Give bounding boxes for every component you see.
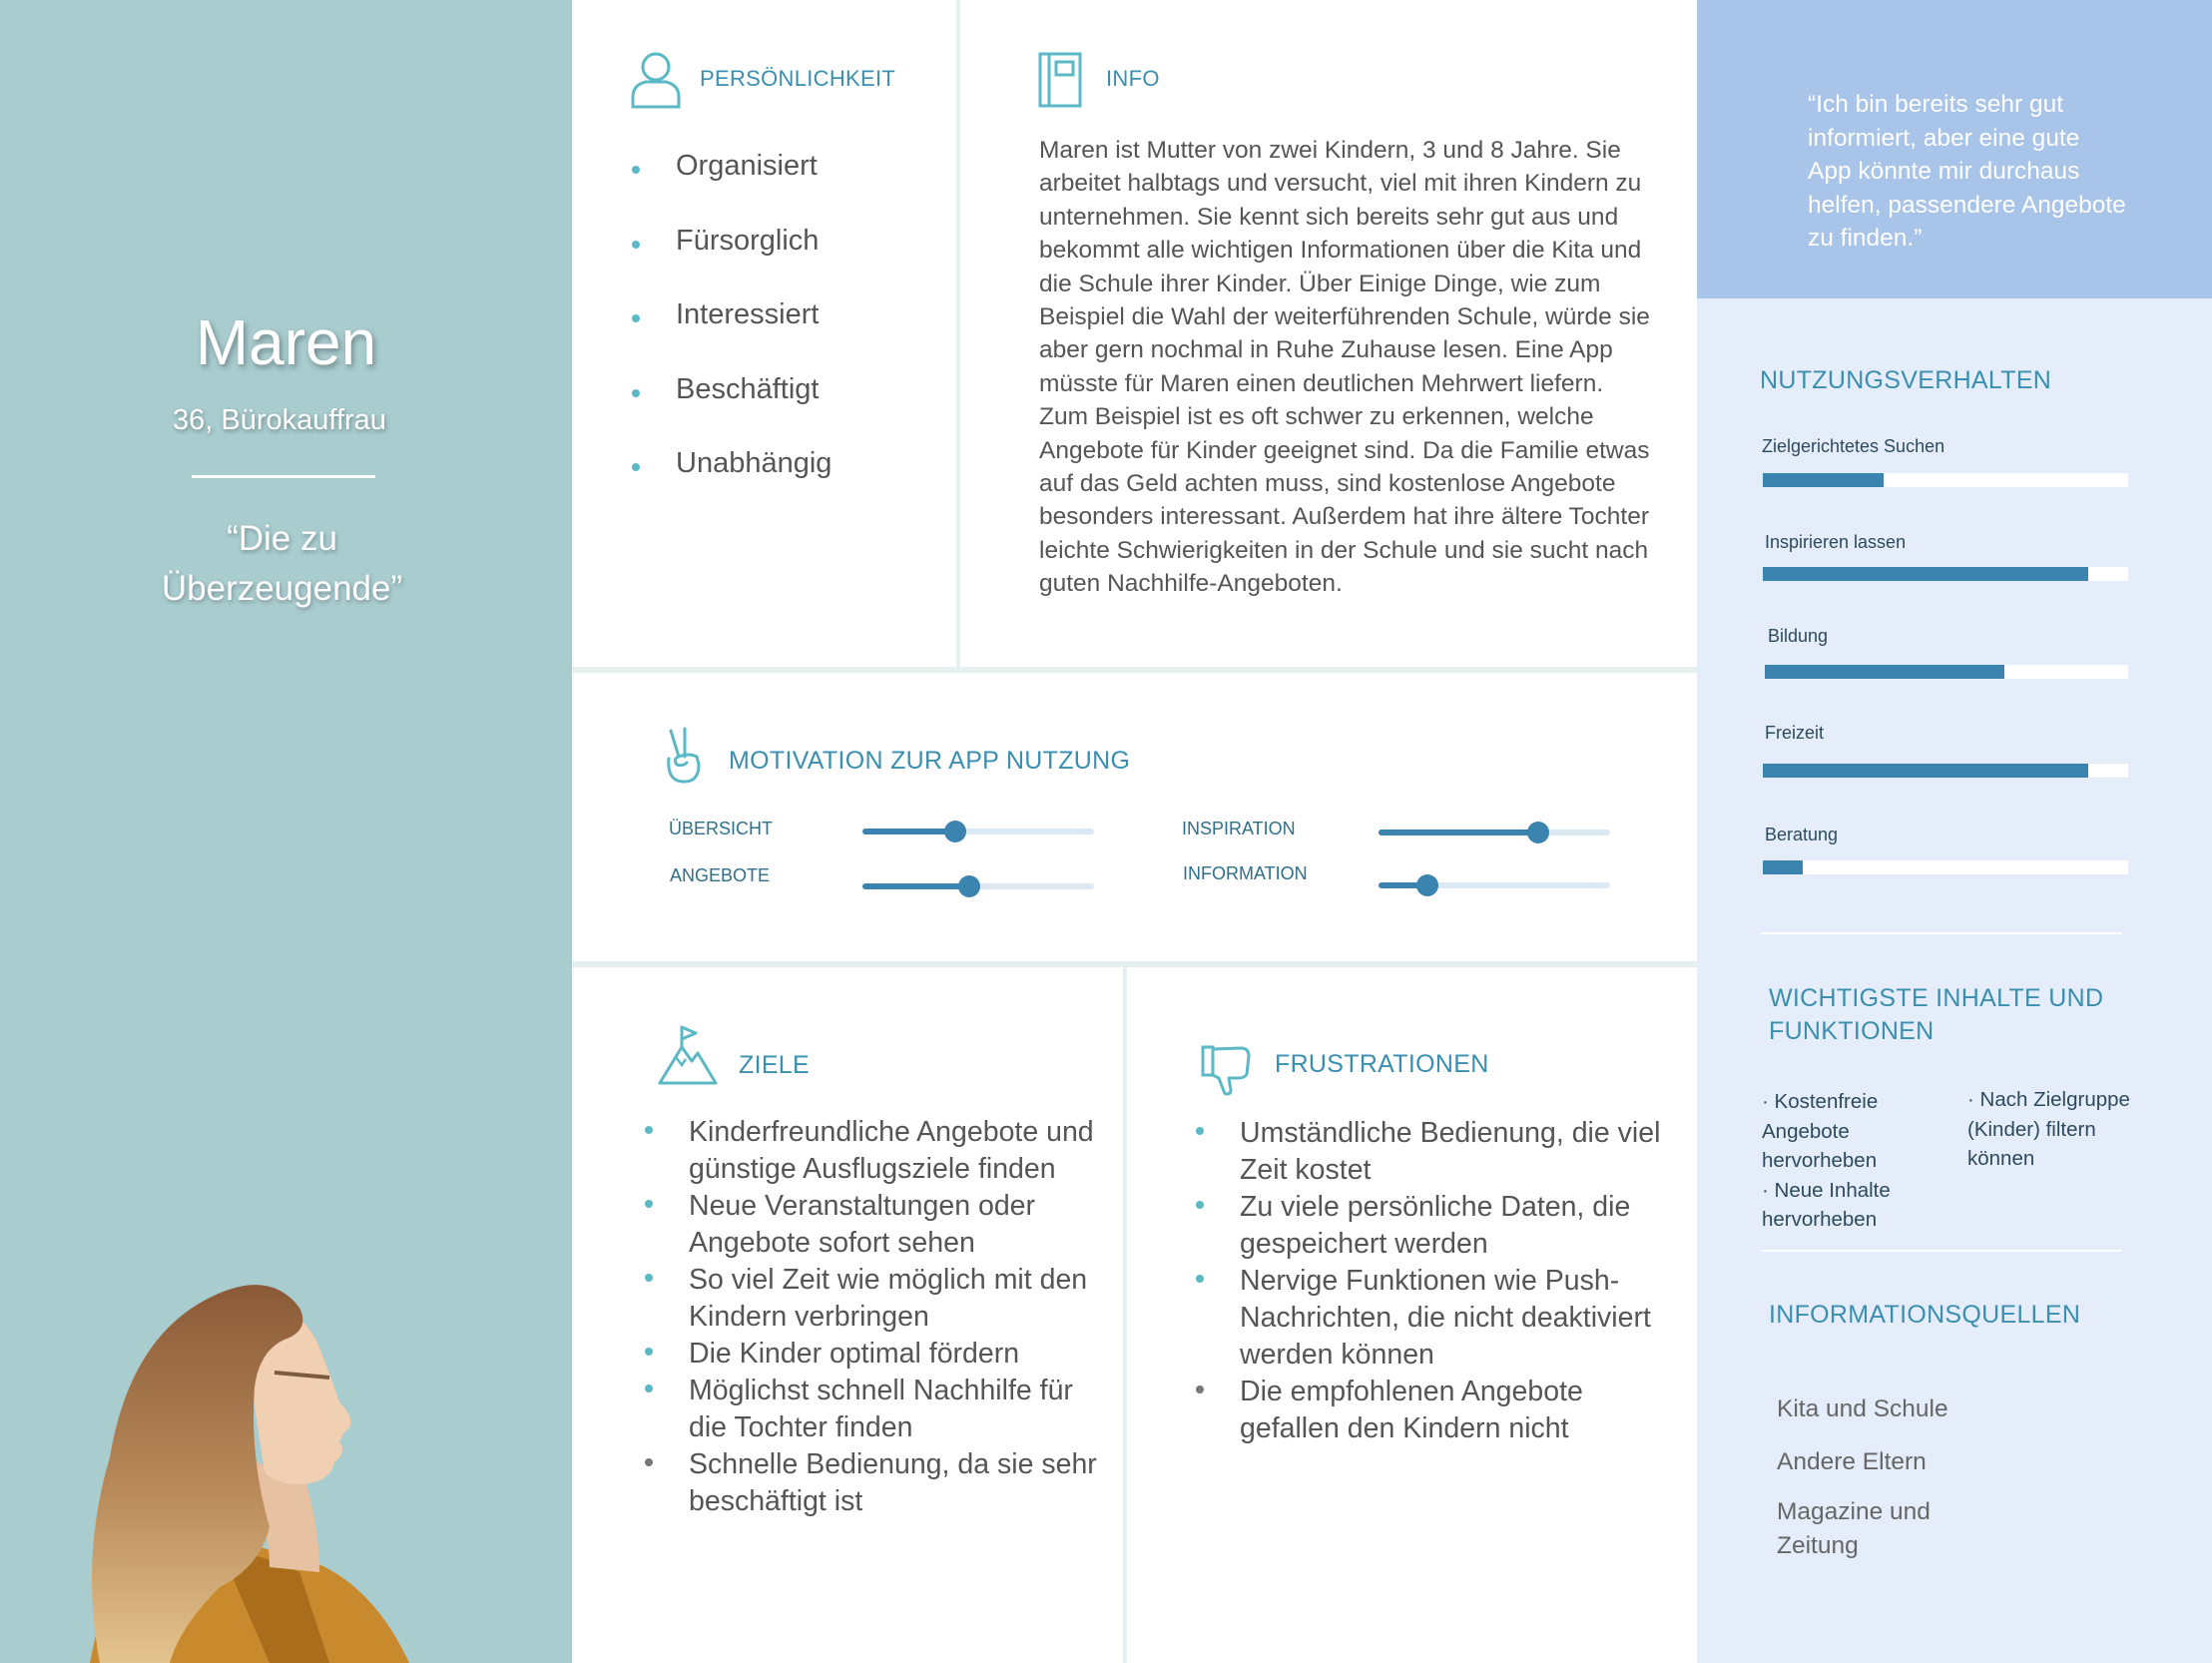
persona-portrait: [70, 1228, 489, 1663]
bar-fill: [1763, 473, 1884, 487]
slider-label-information: INFORMATION: [1183, 863, 1308, 883]
list-item: Organisiert: [632, 150, 831, 225]
usage-bar: [1763, 473, 2128, 487]
thumbs-down-icon: [1201, 1044, 1253, 1096]
divider: [1761, 1250, 2122, 1252]
persona-nickname: “Die zu Überzeugende”: [161, 519, 403, 608]
bar-label: Inspirieren lassen: [1765, 532, 1907, 552]
slider-angebote[interactable]: [862, 883, 1094, 889]
sources-title: INFORMATIONSQUELLEN: [1769, 1301, 2081, 1329]
usage-bar: [1765, 665, 2128, 679]
slider-fill: [862, 883, 969, 889]
list-item: Neue Veranstaltungen oder Angebote sofort sehen: [645, 1188, 1104, 1262]
features-title: WICHTIGSTE INHALTE UND FUNKTIONEN: [1769, 984, 2104, 1045]
usage-bar: [1763, 567, 2128, 581]
list-item: Umständliche Bedienung, die viel Zeit kostet: [1196, 1115, 1665, 1189]
info-title: INFO: [1106, 66, 1160, 91]
slider-fill: [1379, 830, 1538, 835]
features-col-2: · Nach Zielgruppe (Kinder) filtern können: [1967, 1088, 2130, 1170]
list-item: So viel Zeit wie möglich mit den Kindern verbringen: [645, 1262, 1104, 1336]
personality-title: PERSÖNLICHKEIT: [700, 66, 896, 91]
source-item: Magazine und Zeitung: [1777, 1498, 1931, 1559]
slider-label-uebersicht: ÜBERSICHT: [669, 819, 774, 838]
slider-label-inspiration: INSPIRATION: [1182, 819, 1296, 838]
mountain-flag-icon: [658, 1025, 718, 1085]
usage-bar: [1763, 860, 2128, 874]
profile-panel: [0, 0, 572, 1663]
list-item: Fürsorglich: [632, 225, 831, 299]
list-item: Beschäftigt: [632, 373, 831, 448]
source-item: Kita und Schule: [1777, 1395, 1948, 1422]
info-text: Maren ist Mutter von zwei Kindern, 3 und 8 Jahre. Sie arbeitet halbtags und versucht, viel mit ihren Kindern zu unternehmen. Sie kennt sich bereits sehr gut aus und bekommt alle wichtigen Informationen über die Kita und die Schule ihrer Kinder. Über Einige Dinge, wie zum Beispiel die Wahl der weiterführenden Schule, würde sie aber gern nochmal in Ruhe Zuhause lesen. Eine App müsste für Maren einen deutlichen Mehrwert liefern. Zum Beispiel ist es oft schwer zu erkennen, welche Angebote für Kinder geeignet sind. Da die Familie etwas auf das Geld achten muss, sind kostenlose Angebote besonders interessant. Außerdem hat ihre ältere Tochter leichte Schwierigkeiten in der Schule und sie sucht nach guten Nachhilfe-Angeboten.: [1039, 137, 1650, 598]
slider-knob[interactable]: [1416, 874, 1438, 896]
usage-bar: [1763, 764, 2128, 778]
person-icon: [630, 49, 682, 109]
slider-knob[interactable]: [958, 875, 980, 897]
list-item: Kinderfreundliche Angebote und günstige Ausflugsziele finden: [645, 1114, 1104, 1188]
list-item: Interessiert: [632, 298, 831, 373]
bar-label: Zielgerichtetes Suchen: [1762, 436, 1945, 456]
bar-label: Beratung: [1765, 825, 1839, 844]
divider: [1761, 932, 2122, 934]
list-item: Die Kinder optimal fördern: [645, 1336, 1104, 1373]
slider-label-angebote: ANGEBOTE: [670, 865, 771, 885]
grid-divider: [572, 961, 1697, 967]
list-item: Die empfohlenen Angebote gefallen den Kindern nicht: [1196, 1374, 1665, 1447]
grid-divider: [1123, 967, 1127, 1663]
list-item: Zu viele persönliche Daten, die gespeichert werden: [1196, 1189, 1665, 1263]
list-item: Möglichst schnell Nachhilfe für die Tochter finden: [645, 1373, 1104, 1446]
divider: [192, 475, 375, 478]
slider-knob[interactable]: [944, 821, 966, 842]
source-item: Andere Eltern: [1777, 1448, 1927, 1475]
book-icon: [1038, 52, 1082, 108]
bar-label: Bildung: [1768, 626, 1829, 646]
slider-uebersicht[interactable]: [862, 829, 1094, 834]
persona-quote: “Ich bin bereits sehr gut informiert, aber eine gute App könnte mir durchaus helfen, passendere Angebote zu finden.”: [1808, 91, 2126, 252]
slider-inspiration[interactable]: [1379, 830, 1610, 835]
list-item: Schnelle Bedienung, da sie sehr beschäftigt ist: [645, 1446, 1104, 1520]
frustrations-list: [1196, 1115, 1665, 1447]
right-panel: [1697, 298, 2212, 1663]
grid-divider: [956, 0, 960, 667]
bar-fill: [1763, 567, 2088, 581]
list-item: Nervige Funktionen wie Push-Nachrichten, die nicht deaktiviert werden können: [1196, 1263, 1665, 1374]
slider-knob[interactable]: [1527, 822, 1549, 843]
features-col-1: · Kostenfreie Angebote hervorheben · Neue Inhalte hervorheben: [1762, 1090, 1891, 1231]
bar-label: Freizeit: [1765, 723, 1825, 743]
frustrations-title: FRUSTRATIONEN: [1275, 1050, 1489, 1078]
goals-list: [645, 1114, 1104, 1520]
persona-subtitle: 36, Bürokauffrau: [173, 404, 386, 436]
usage-title: NUTZUNGSVERHALTEN: [1760, 366, 2052, 394]
peace-hand-icon: [663, 727, 705, 785]
motivation-title: MOTIVATION ZUR APP NUTZUNG: [729, 747, 1131, 775]
bar-fill: [1765, 665, 2004, 679]
slider-fill: [862, 829, 955, 834]
bar-fill: [1763, 860, 1803, 874]
persona-name: Maren: [195, 306, 377, 378]
grid-divider: [572, 667, 1697, 673]
slider-information[interactable]: [1379, 882, 1610, 888]
goals-title: ZIELE: [739, 1051, 810, 1079]
bar-fill: [1763, 764, 2088, 778]
list-item: Unabhängig: [632, 447, 831, 522]
personality-list: [632, 150, 831, 522]
